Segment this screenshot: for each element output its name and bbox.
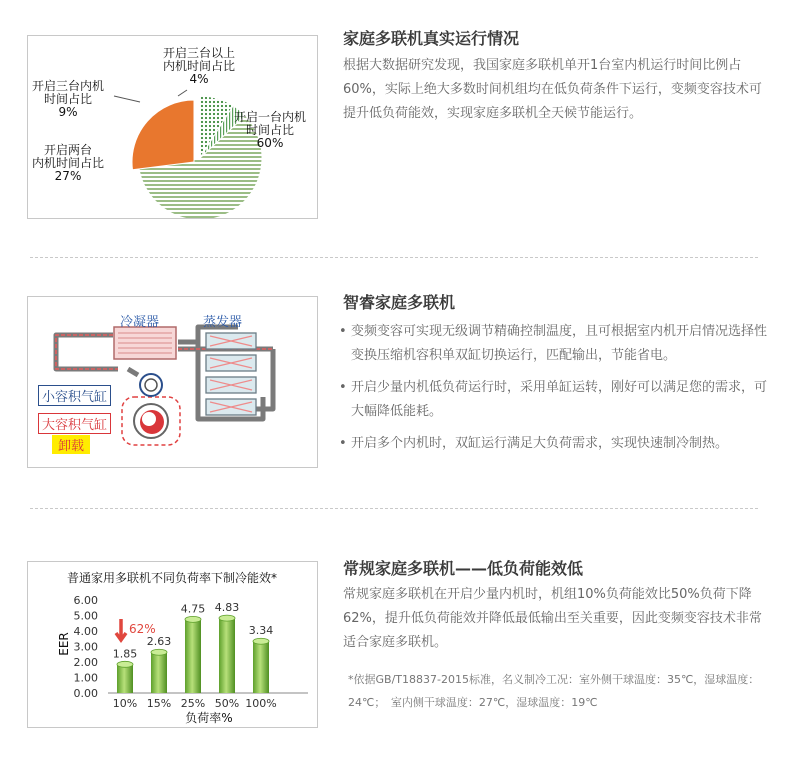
evaporator-label: 蒸发器	[203, 315, 243, 330]
label-three-plus: 开启三台以上 内机时间占比 4%	[163, 46, 236, 86]
bar-value-label: 2.63	[146, 635, 172, 649]
large-cylinder-label: 大容积气缸	[38, 413, 111, 434]
section1-title: 家庭多联机真实运行情况	[343, 29, 520, 48]
label-one: 开启一台内机 时间占比 60%	[234, 110, 307, 150]
bullet-item: • 开启少量内机低负荷运行时，采用单缸运转，刚好可以满足您的需求，可大幅降低能耗。	[333, 376, 773, 424]
unload-label: 卸载	[52, 435, 90, 454]
small-cylinder-label: 小容积气缸	[38, 385, 111, 406]
bar-cap	[185, 616, 201, 622]
chart-x-axis-label: 负荷率%	[185, 711, 233, 725]
y-tick-label: 2.00	[73, 656, 98, 669]
bullet-dot-icon: •	[339, 436, 347, 451]
y-tick-label: 6.00	[73, 594, 98, 607]
bar-value-label: 1.85	[112, 647, 138, 661]
compressor-cylinders	[122, 374, 180, 445]
chart-title: 普通家用多联机不同负荷率下制冷能效*	[66, 571, 278, 585]
eer-bar-chart-figure	[27, 561, 318, 728]
bar-value-label: 4.83	[214, 601, 240, 615]
condenser-unit	[114, 327, 176, 359]
x-tick-label: 15%	[146, 697, 172, 710]
bullet-item: • 变频变容可实现无级调节精确控制温度，且可根据室内机开启情况选择性变换压缩机容积单双缸切换运行，匹配输出，节能省电。	[333, 320, 773, 368]
condenser-label: 冷凝器	[120, 315, 160, 330]
x-tick-label: 100%	[245, 697, 277, 710]
bullet-dot-icon: •	[339, 324, 347, 339]
bar-cap	[219, 615, 235, 621]
chart-y-ticks	[74, 594, 99, 700]
section1-paragraph: 根据大数据研究发现，我国家庭多联机单开1台室内机运行时间比例占60%，实际上绝大多数时间机组均在低负荷条件下运行，变频变容技术可提升低负荷能效，实现家庭多联机全天候节能运行。	[343, 58, 762, 121]
bullet-dot-icon: •	[339, 380, 347, 395]
bar	[253, 641, 269, 693]
decline-annotation: 62%	[129, 622, 156, 636]
y-tick-label: 4.00	[73, 625, 98, 638]
y-tick-label: 5.00	[73, 609, 98, 623]
bullet-item: • 开启多个内机时，双缸运行满足大负荷需求，实现快速制冷制热。	[333, 432, 773, 456]
section3-paragraph: 常规家庭多联机在开启少量内机时，机组10%负荷能效比50%负荷下降62%，提升低负荷能效并降低最低输出至关重要，因此变频变容技术非常适合家庭多联机。	[343, 587, 762, 650]
pie-slice-two	[132, 100, 194, 170]
section2-bullet-list	[333, 320, 773, 464]
bar	[185, 619, 201, 693]
bar	[151, 652, 167, 693]
leader-line-three-plus	[178, 90, 187, 96]
chart-y-axis-label: EER	[57, 632, 71, 656]
section2-title: 智睿家庭多联机	[343, 293, 456, 312]
eer-bar-chart-svg	[28, 562, 317, 727]
label-three: 开启三台内机 时间占比 9%	[32, 79, 105, 119]
x-tick-label: 50%	[214, 697, 240, 710]
y-tick-label: 1.00	[73, 671, 98, 685]
y-tick-label: 0.00	[73, 687, 98, 700]
label-two: 开启两台 内机时间占比 27%	[32, 143, 105, 183]
bar-cap	[253, 638, 269, 644]
bar-value-label: 3.34	[248, 624, 274, 638]
divider-2	[30, 508, 758, 509]
bar	[219, 618, 235, 693]
x-tick-label: 10%	[112, 697, 138, 710]
y-tick-label: 3.00	[73, 640, 98, 654]
bar-cap	[151, 649, 167, 655]
chart-bars	[113, 601, 277, 710]
pie-chart-figure	[27, 35, 318, 219]
section3-footnote: *依据GB/T18837-2015标准，名义制冷工况：室外侧干球温度：35℃，湿球温度：24℃； 室内侧干球温度：27℃，湿球温度：19℃	[348, 673, 760, 709]
section3-title: 常规家庭多联机——低负荷能效低	[343, 559, 584, 578]
x-tick-label: 25%	[180, 697, 206, 710]
compressor-diagram-figure	[27, 296, 318, 468]
leader-line-three	[114, 96, 140, 102]
bar-value-label: 4.75	[180, 602, 206, 616]
bar	[117, 664, 133, 693]
bar-cap	[117, 661, 133, 667]
decline-arrow-icon	[116, 619, 126, 640]
divider-1	[30, 257, 758, 258]
